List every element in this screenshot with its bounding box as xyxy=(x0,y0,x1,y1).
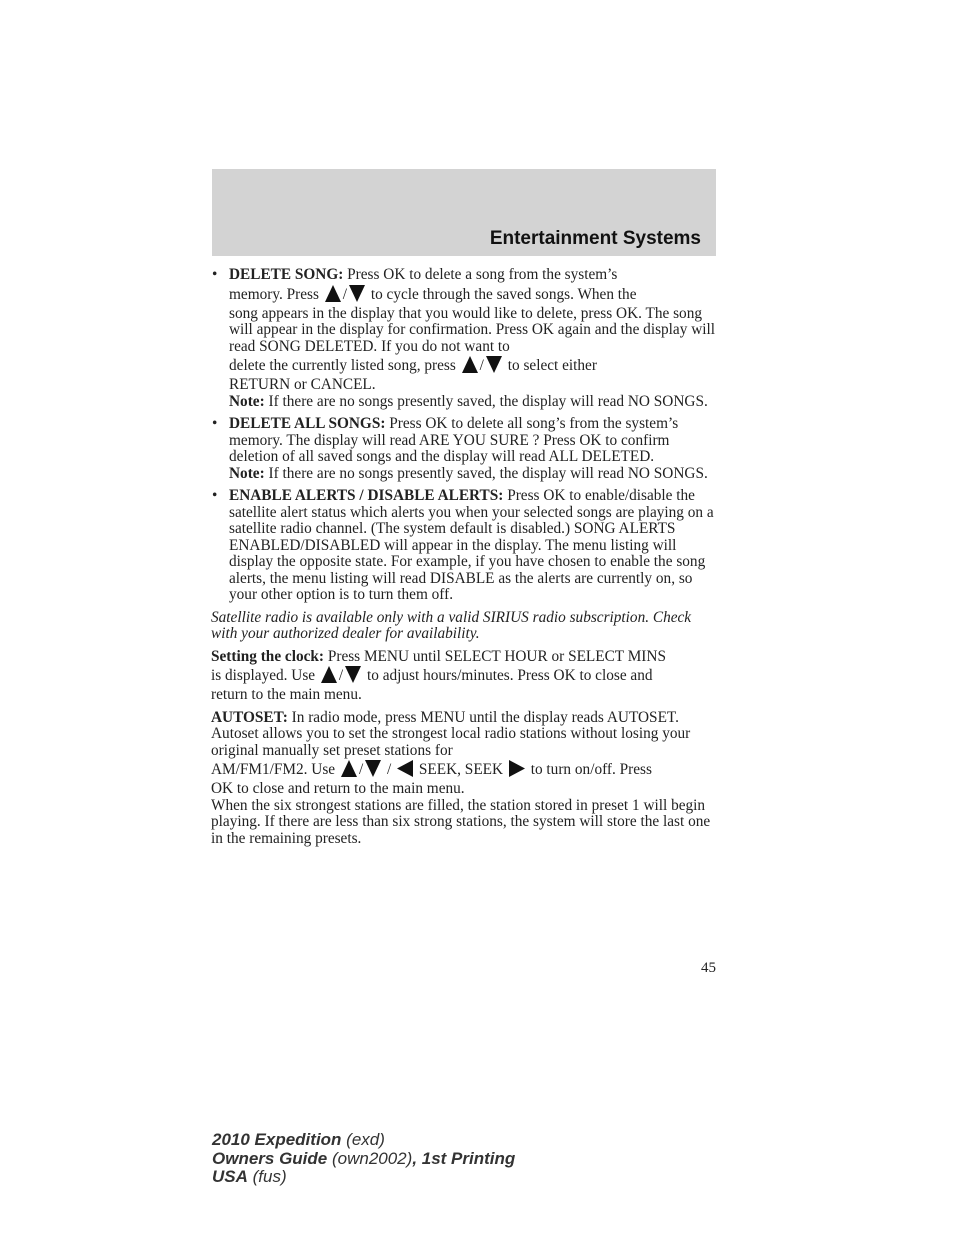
autoset-paragraph: AUTOSET: In radio mode, press MENU until the display reads AUTOSET. Autoset allows you to set the strongest local radio stations without losing your original manually set preset stations for AM/FM1/FM2. Use / / SEEK, SEEK to turn on/off. Press OK to close and return to the main menu. When the six strongest stations are filled, the station stored in preset 1 will begin playing. If there are less than six strong stations, the system will store the last one in the remaining presets. xyxy=(211,708,711,847)
bullet-delete-all-songs: • DELETE ALL SONGS: Press OK to delete all song’s from the system’s memory. The display will read ARE YOU SURE ? Press OK to confirm deletion of all saved songs and the display will read ALL DELETED. Note: If there are no songs presently saved, the display will read NO SONGS. xyxy=(211,416,717,482)
bullet-label: DELETE ALL SONGS: xyxy=(229,415,386,432)
section-title: Entertainment Systems xyxy=(489,228,701,249)
bullet-enable-alerts: • ENABLE ALERTS / DISABLE ALERTS: Press OK to enable/disable the satellite alert status which alerts you when your selected songs are playing on a satellite radio channel. (The system default is disabled.) SONG ALERTS ENABLED/DISABLED will appear in the display. The menu listing will display the opposite state. For example, if you have chosen to enable the song alerts, the menu listing will read DISABLE as the alerts are currently on, so your other option is to turn them off. xyxy=(211,488,717,604)
footer-line-model: 2010 Expedition (exd) xyxy=(212,1130,385,1149)
down-arrow-icon xyxy=(349,285,365,302)
bullet-delete-song: • DELETE SONG: Press OK to delete a song from the system’s memory. Press / to cycle through the saved songs. When the song appears in the display that you would like to delete, press OK. The song will appear in the display for confirmation. Press OK again and the display will read SONG DELETED. If you do not want to delete the currently listed song, press / to select either RETURN or CANCEL. Note: If there are no songs presently saved, the display will read NO SONGS. xyxy=(211,267,717,410)
bullet-label: ENABLE ALERTS / DISABLE ALERTS: xyxy=(229,487,504,504)
bullet-label: DELETE SONG: xyxy=(229,266,344,283)
left-arrow-icon xyxy=(397,760,413,777)
page-content xyxy=(211,267,717,853)
up-arrow-icon xyxy=(462,356,478,373)
footer-line-guide: Owners Guide (own2002), 1st Printing xyxy=(212,1148,516,1168)
up-arrow-icon xyxy=(341,760,357,777)
down-arrow-icon xyxy=(486,356,502,373)
note-label: Note: xyxy=(229,464,265,482)
section-header-band xyxy=(212,169,716,256)
document-footer xyxy=(212,1131,515,1187)
footer-line-region: USA (fus) xyxy=(212,1167,287,1186)
setting-clock-paragraph: Setting the clock: Press MENU until SELECT HOUR or SELECT MINS is displayed. Use / to adjust hours/minutes. Press OK to close and return to the main menu. xyxy=(211,647,666,703)
clock-label: Setting the clock: xyxy=(211,647,325,665)
down-arrow-icon xyxy=(345,666,361,683)
down-arrow-icon xyxy=(365,760,381,777)
page-number: 45 xyxy=(701,960,716,976)
note-label: Note: xyxy=(229,392,265,410)
up-arrow-icon xyxy=(325,285,341,302)
satellite-note: Satellite radio is available only with a valid SIRIUS radio subscription. Check with your authorized dealer for availability. xyxy=(211,608,692,642)
right-arrow-icon xyxy=(509,760,525,777)
up-arrow-icon xyxy=(321,666,337,683)
autoset-label: AUTOSET: xyxy=(211,708,288,726)
